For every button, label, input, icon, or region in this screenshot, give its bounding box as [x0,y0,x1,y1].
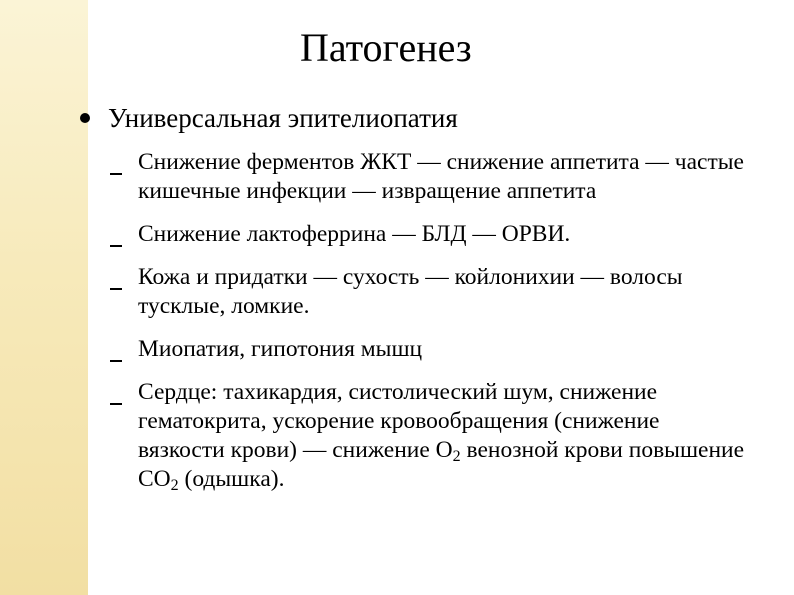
list-item-text [138,378,750,494]
list-item [110,335,750,364]
sub-bullet-list [110,148,750,494]
list-item [110,378,750,494]
list-item-text: Миопатия, гипотония мышц [138,336,423,362]
list-item-text: Снижение ферментов ЖКТ — снижение аппетита — частые кишечные инфекции — извращение аппетита [138,149,744,204]
list-item [110,148,750,206]
text-part: (одышка). [178,466,285,492]
decorative-side-bar [0,0,88,595]
dash-icon [110,288,122,290]
dash-icon [110,403,122,405]
dash-icon [110,360,122,362]
slide-title: Патогенез [300,25,472,70]
list-item [110,263,750,321]
dash-icon [110,173,122,175]
list-item-text: Кожа и придатки — сухость — койлонихии — волосы тусклые, ломкие. [138,264,683,319]
list-item-text: Снижение лактоферрина — БЛД — ОРВИ. [138,221,571,247]
list-item [110,220,750,249]
subscript: 2 [452,448,461,465]
level1-text: Универсальная эпителиопатия [108,103,458,133]
subscript: 2 [170,477,179,494]
text-part: Сердце: тахикардия, систолический шум, снижение гематокрита, ускорение кровообращения (снижение вязкости крови) — снижение О [138,379,660,463]
bullet-dot-icon [80,113,90,123]
text-part: венозной крови повышение СО [138,437,745,492]
dash-icon [110,245,122,247]
